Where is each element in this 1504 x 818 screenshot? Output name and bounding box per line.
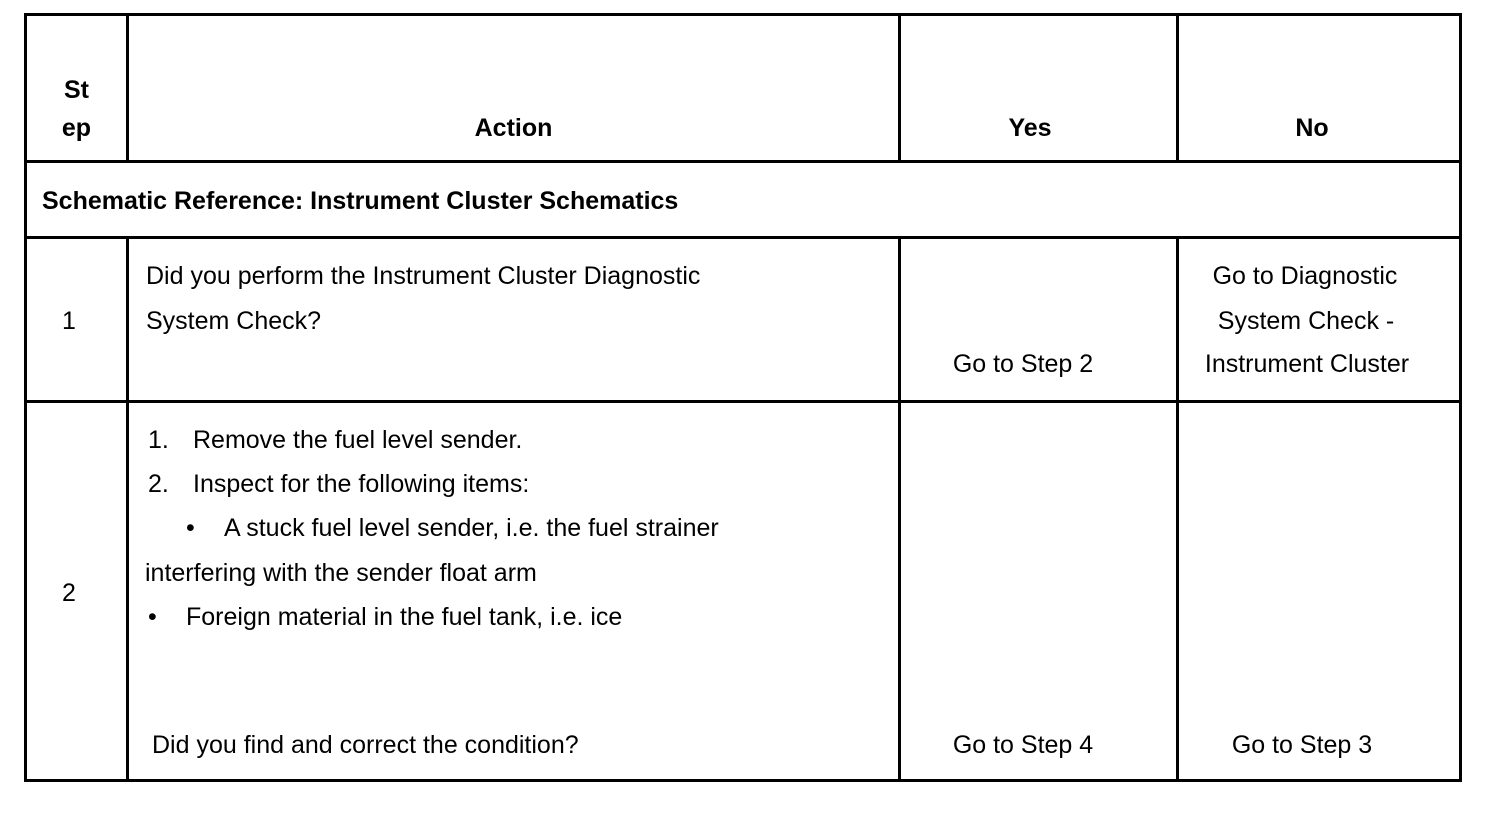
row-1-step: 1 xyxy=(62,307,76,335)
table-top-border xyxy=(24,13,1462,16)
row-2-bullet-2-text: Foreign material in the fuel tank, i.e. ice xyxy=(186,603,623,631)
header-step-line-1: St xyxy=(64,76,89,104)
action-column-divider-body xyxy=(898,236,901,782)
row-1-no-line-1: Go to Diagnostic xyxy=(1212,262,1398,290)
row-2-yes: Go to Step 4 xyxy=(952,731,1094,759)
header-yes: Yes xyxy=(1008,114,1052,142)
row-2-list-item-2-text: Inspect for the following items: xyxy=(193,470,530,498)
row-1-yes: Go to Step 2 xyxy=(952,350,1094,378)
header-step-line-2: ep xyxy=(61,114,92,142)
row-2-bullet-1-line-2: interfering with the sender float arm xyxy=(145,559,537,587)
row-1-no-line-2: System Check - xyxy=(1217,307,1395,335)
row-2-step: 2 xyxy=(62,579,76,607)
row-2-bullet-2-glyph: • xyxy=(148,603,157,631)
row-1-action-line-1: Did you perform the Instrument Cluster Diagnostic xyxy=(146,262,701,290)
header-no: No xyxy=(1295,114,1329,142)
table-bottom-border xyxy=(24,779,1462,782)
row-2-list-item-2-number: 2. xyxy=(148,470,169,498)
row-2-list-item-1-text: Remove the fuel level sender. xyxy=(193,426,523,454)
schematic-row-bottom-border xyxy=(24,236,1462,239)
step-column-divider-body xyxy=(126,236,129,782)
row-2-bullet-1-glyph: • xyxy=(186,514,195,542)
schematic-reference: Schematic Reference: Instrument Cluster Schematics xyxy=(42,187,679,215)
row-1-bottom-border xyxy=(24,400,1462,403)
row-2-question: Did you find and correct the condition? xyxy=(152,731,579,759)
row-1-no-line-3: Instrument Cluster xyxy=(1204,350,1410,378)
row-2-list-item-1-number: 1. xyxy=(148,426,169,454)
row-2-no: Go to Step 3 xyxy=(1231,731,1373,759)
row-1-action-line-2: System Check? xyxy=(146,307,322,335)
header-bottom-border xyxy=(24,160,1462,163)
header-action: Action xyxy=(474,114,553,142)
row-2-bullet-1-line-1: A stuck fuel level sender, i.e. the fuel strainer xyxy=(224,514,719,542)
table-right-border xyxy=(1459,13,1462,782)
